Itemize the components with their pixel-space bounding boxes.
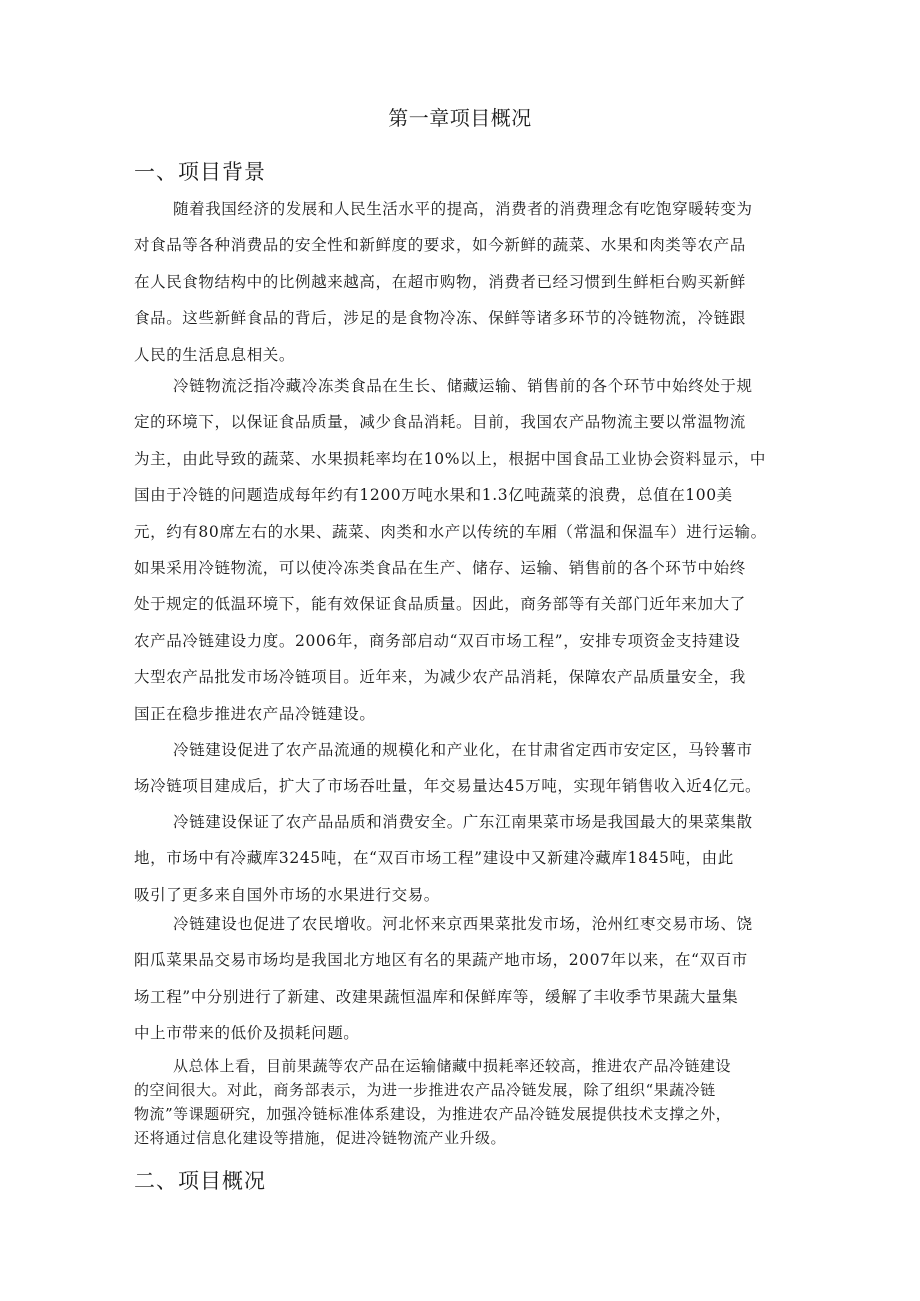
paragraph-line: 随着我国经济的发展和人民生活水平的提高，消费者的消费理念有吃饱穿暖转变为 xyxy=(173,200,753,218)
paragraph-line: 还将通过信息化建设等措施，促进冷链物流产业升级。 xyxy=(134,1129,507,1147)
paragraph-line: 物流”等课题研究，加强冷链标准体系建设，为推进农产品冷链发展提供技术支撑之外， xyxy=(134,1105,732,1123)
paragraph-1 xyxy=(134,191,794,373)
paragraph-line: 元，约有80席左右的水果、蔬菜、肉类和水产以传统的车厢（常温和保温车）进行运输。 xyxy=(134,522,767,541)
paragraph-line: 人民的生活息息相关。 xyxy=(134,345,296,364)
paragraph-line: 的空间很大。对此，商务部表示，为进一步推进农产品冷链发展，除了组织“果蔬冷链 xyxy=(134,1081,716,1099)
paragraph-line: 吸引了更多来自国外市场的水果进行交易。 xyxy=(134,885,440,904)
paragraph-4 xyxy=(134,804,794,913)
paragraph-line: 国正在稳步推进农产品冷链建设。 xyxy=(134,704,376,723)
paragraph-line: 大型农产品批发市场冷链项目。近年来，为减少农产品消耗，保障农产品质量安全，我 xyxy=(134,668,746,687)
paragraph-line: 冷链建设促进了农产品流通的规模化和产业化，在甘肃省定西市安定区，马铃薯市 xyxy=(173,741,753,759)
paragraph-line: 定的环境下，以保证食品质量，减少食品消耗。目前，我国农产品物流主要以常温物流 xyxy=(134,413,746,432)
paragraph-line: 食品。这些新鲜食品的背后，涉足的是食物冷冻、保鲜等诸多环节的冷链物流，冷链跟 xyxy=(134,309,746,328)
paragraph-line: 处于规定的低温环境下，能有效保证食品质量。因此，商务部等有关部门近年来加大了 xyxy=(134,595,746,614)
paragraph-line: 地，市场中有冷藏库3245吨，在“双百市场工程”建设中又新建冷藏库1845吨，由此 xyxy=(134,849,734,868)
paragraph-line: 从总体上看，目前果蔬等农产品在运输储藏中损耗率还较高，推进农产品冷链建设 xyxy=(173,1057,732,1075)
paragraph-line: 冷链建设也促进了农民增收。河北怀来京西果菜批发市场，沧州红枣交易市场、饶 xyxy=(173,915,753,933)
paragraph-3 xyxy=(134,732,794,805)
paragraph-line: 中上市带来的低价及损耗问题。 xyxy=(134,1024,360,1043)
paragraph-line: 为主，由此导致的蔬菜、水果损耗率均在10%以上，根据中国食品工业协会资料显示，中 xyxy=(134,449,766,468)
paragraph-line: 冷链建设保证了农产品品质和消费安全。广东江南果菜市场是我国最大的果菜集散 xyxy=(173,813,753,831)
section-heading-overview: 二、项目概况 xyxy=(134,1169,266,1193)
paragraph-line: 场冷链项目建成后，扩大了市场吞吐量，年交易量达45万吨，实现年销售收入近4亿元。 xyxy=(134,777,762,796)
paragraph-line: 如果采用冷链物流，可以使冷冻类食品在生产、储存、运输、销售前的各个环节中始终 xyxy=(134,558,746,577)
paragraph-2 xyxy=(134,368,794,732)
paragraph-6 xyxy=(134,1054,794,1150)
paragraph-5 xyxy=(134,906,794,1052)
paragraph-line: 场工程”中分别进行了新建、改建果蔬恒温库和保鲜库等，缓解了丰收季节果蔬大量集 xyxy=(134,987,739,1006)
paragraph-line: 对食品等各种消费品的安全性和新鲜度的要求，如今新鲜的蔬菜、水果和肉类等农产品 xyxy=(134,236,746,255)
section-heading-background: 一、项目背景 xyxy=(134,160,266,184)
paragraph-line: 国由于冷链的问题造成每年约有1200万吨水果和1.3亿吨蔬菜的浪费，总值在100美 xyxy=(134,486,733,505)
paragraph-line: 在人民食物结构中的比例越来越高，在超市购物，消费者已经习惯到生鲜柜台购买新鲜 xyxy=(134,272,746,291)
paragraph-line: 阳瓜菜果品交易市场均是我国北方地区有名的果蔬产地市场，2007年以来，在“双百市 xyxy=(134,951,748,970)
chapter-title: 第一章项目概况 xyxy=(388,106,532,130)
paragraph-line: 冷链物流泛指冷藏冷冻类食品在生长、储藏运输、销售前的各个环节中始终处于规 xyxy=(173,377,753,395)
paragraph-line: 农产品冷链建设力度。2006年，商务部启动“双百市场工程”，安排专项资金支持建设 xyxy=(134,631,741,650)
